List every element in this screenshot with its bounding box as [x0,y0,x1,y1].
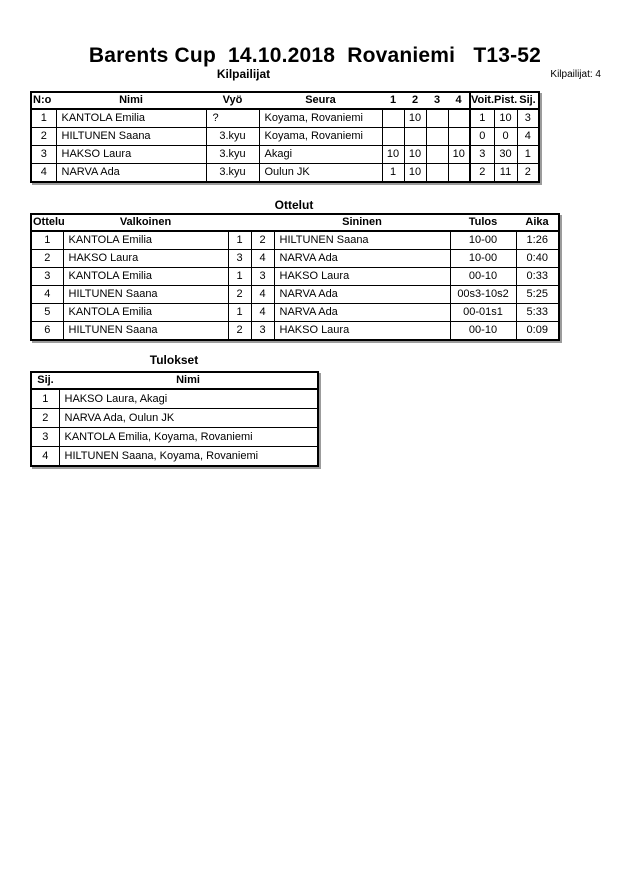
white-competitor: HILTUNEN Saana [63,286,228,304]
round-score [426,109,448,128]
competitors-table [30,91,540,183]
result-place: 1 [31,389,59,409]
competitor-club: Oulun JK [259,164,382,183]
white-competitor-no: 2 [228,286,251,304]
round-score [448,109,470,128]
white-competitor: KANTOLA Emilia [63,304,228,322]
match-time: 0:33 [516,268,559,286]
col-header-belt: Vyö [206,92,259,109]
col-header-round-4: 4 [448,92,470,109]
match-row [31,322,559,341]
round-score [382,109,404,128]
competitors-header-row [31,92,539,109]
competitor-place: 4 [517,128,539,146]
match-row [31,250,559,268]
round-score: 1 [382,164,404,183]
round-score [426,164,448,183]
competitor-club: Koyama, Rovaniemi [259,109,382,128]
white-competitor: KANTOLA Emilia [63,231,228,250]
result-place: 4 [31,447,59,467]
competitor-wins: 0 [470,128,494,146]
match-time: 1:26 [516,231,559,250]
white-competitor-no: 1 [228,231,251,250]
competitor-row [31,146,539,164]
competitor-row [31,128,539,146]
round-score: 10 [448,146,470,164]
result-place: 2 [31,409,59,428]
result-name: NARVA Ada, Oulun JK [59,409,318,428]
competitor-points: 0 [494,128,517,146]
section-title-matches: Ottelut [274,198,314,212]
match-no: 4 [31,286,63,304]
white-competitor: HILTUNEN Saana [63,322,228,341]
blue-competitor-no: 4 [251,304,274,322]
blue-competitor: NARVA Ada [274,304,450,322]
result-row [31,389,318,409]
competitor-name: HILTUNEN Saana [56,128,206,146]
round-score: 10 [382,146,404,164]
match-row [31,231,559,250]
competitor-no: 3 [31,146,56,164]
competitor-wins: 1 [470,109,494,128]
blue-competitor-no: 3 [251,322,274,341]
competitor-count-label: Kilpailijat: 4 [550,69,601,80]
blue-competitor-no: 4 [251,250,274,268]
white-competitor: KANTOLA Emilia [63,268,228,286]
competitor-club: Akagi [259,146,382,164]
blue-competitor: HAKSO Laura [274,322,450,341]
competitor-club: Koyama, Rovaniemi [259,128,382,146]
competitor-belt: 3.kyu [206,164,259,183]
result-place: 3 [31,428,59,447]
round-score: 10 [404,146,426,164]
white-competitor-no: 1 [228,268,251,286]
col-header-round-1: 1 [382,92,404,109]
result-name: KANTOLA Emilia, Koyama, Rovaniemi [59,428,318,447]
match-no: 5 [31,304,63,322]
result-row [31,409,318,428]
round-score [448,128,470,146]
blue-competitor: NARVA Ada [274,250,450,268]
round-score [426,146,448,164]
result-row [31,447,318,467]
competitor-no: 1 [31,109,56,128]
competitor-place: 3 [517,109,539,128]
col-header-club: Seura [259,92,382,109]
col-header-white: Valkoinen [63,214,228,231]
result-name: HILTUNEN Saana, Koyama, Rovaniemi [59,447,318,467]
round-score: 10 [404,164,426,183]
col-header-time: Aika [516,214,559,231]
match-no: 6 [31,322,63,341]
match-no: 3 [31,268,63,286]
competitor-points: 11 [494,164,517,183]
match-no: 2 [31,250,63,268]
round-score [448,164,470,183]
col-header-round-3: 3 [426,92,448,109]
col-header-round-2: 2 [404,92,426,109]
col-header-points: Pist. [494,92,517,109]
blue-competitor: HILTUNEN Saana [274,231,450,250]
competitor-row [31,164,539,183]
competitor-no: 2 [31,128,56,146]
blue-competitor-no: 3 [251,268,274,286]
section-title-results: Tulokset [149,353,199,367]
competitor-name: HAKSO Laura [56,146,206,164]
blue-competitor: HAKSO Laura [274,268,450,286]
competitor-belt: 3.kyu [206,146,259,164]
col-header-match: Ottelu [31,214,63,231]
match-time: 5:25 [516,286,559,304]
round-score [404,128,426,146]
white-competitor-no: 3 [228,250,251,268]
result-name: HAKSO Laura, Akagi [59,389,318,409]
blue-competitor-no: 4 [251,286,274,304]
match-no: 1 [31,231,63,250]
round-score: 10 [404,109,426,128]
competitor-points: 30 [494,146,517,164]
result-row [31,428,318,447]
match-result: 00-10 [450,322,516,341]
competitor-place: 2 [517,164,539,183]
competitor-row [31,109,539,128]
competitor-name: KANTOLA Emilia [56,109,206,128]
match-result: 00s3-10s2 [450,286,516,304]
match-time: 0:09 [516,322,559,341]
competitor-name: NARVA Ada [56,164,206,183]
match-result: 00-01s1 [450,304,516,322]
match-result: 10-00 [450,250,516,268]
round-score [426,128,448,146]
col-header-blue: Sininen [274,214,450,231]
white-competitor-no: 2 [228,322,251,341]
competitor-belt: 3.kyu [206,128,259,146]
competitor-wins: 3 [470,146,494,164]
col-header-name: Nimi [59,372,318,389]
section-title-competitors: Kilpailijat [216,67,271,81]
match-time: 0:40 [516,250,559,268]
competitor-points: 10 [494,109,517,128]
col-header-name: Nimi [56,92,206,109]
competitor-belt: ? [206,109,259,128]
page-title: Barents Cup 14.10.2018 Rovaniemi T13-52 [88,44,542,67]
match-row [31,286,559,304]
competitor-no: 4 [31,164,56,183]
col-header-wins: Voit. [470,92,494,109]
col-header-place: Sij. [517,92,539,109]
matches-table [30,213,560,341]
match-row [31,268,559,286]
competitor-place: 1 [517,146,539,164]
col-header-result: Tulos [450,214,516,231]
col-header-blue-no [251,214,274,231]
white-competitor: HAKSO Laura [63,250,228,268]
match-time: 5:33 [516,304,559,322]
matches-header-row [31,214,559,231]
match-row [31,304,559,322]
col-header-no: N:o [31,92,56,109]
col-header-white-no [228,214,251,231]
match-result: 10-00 [450,231,516,250]
col-header-place: Sij. [31,372,59,389]
match-result: 00-10 [450,268,516,286]
results-table [30,371,319,467]
round-score [382,128,404,146]
competitor-wins: 2 [470,164,494,183]
blue-competitor: NARVA Ada [274,286,450,304]
blue-competitor-no: 2 [251,231,274,250]
white-competitor-no: 1 [228,304,251,322]
results-header-row [31,372,318,389]
